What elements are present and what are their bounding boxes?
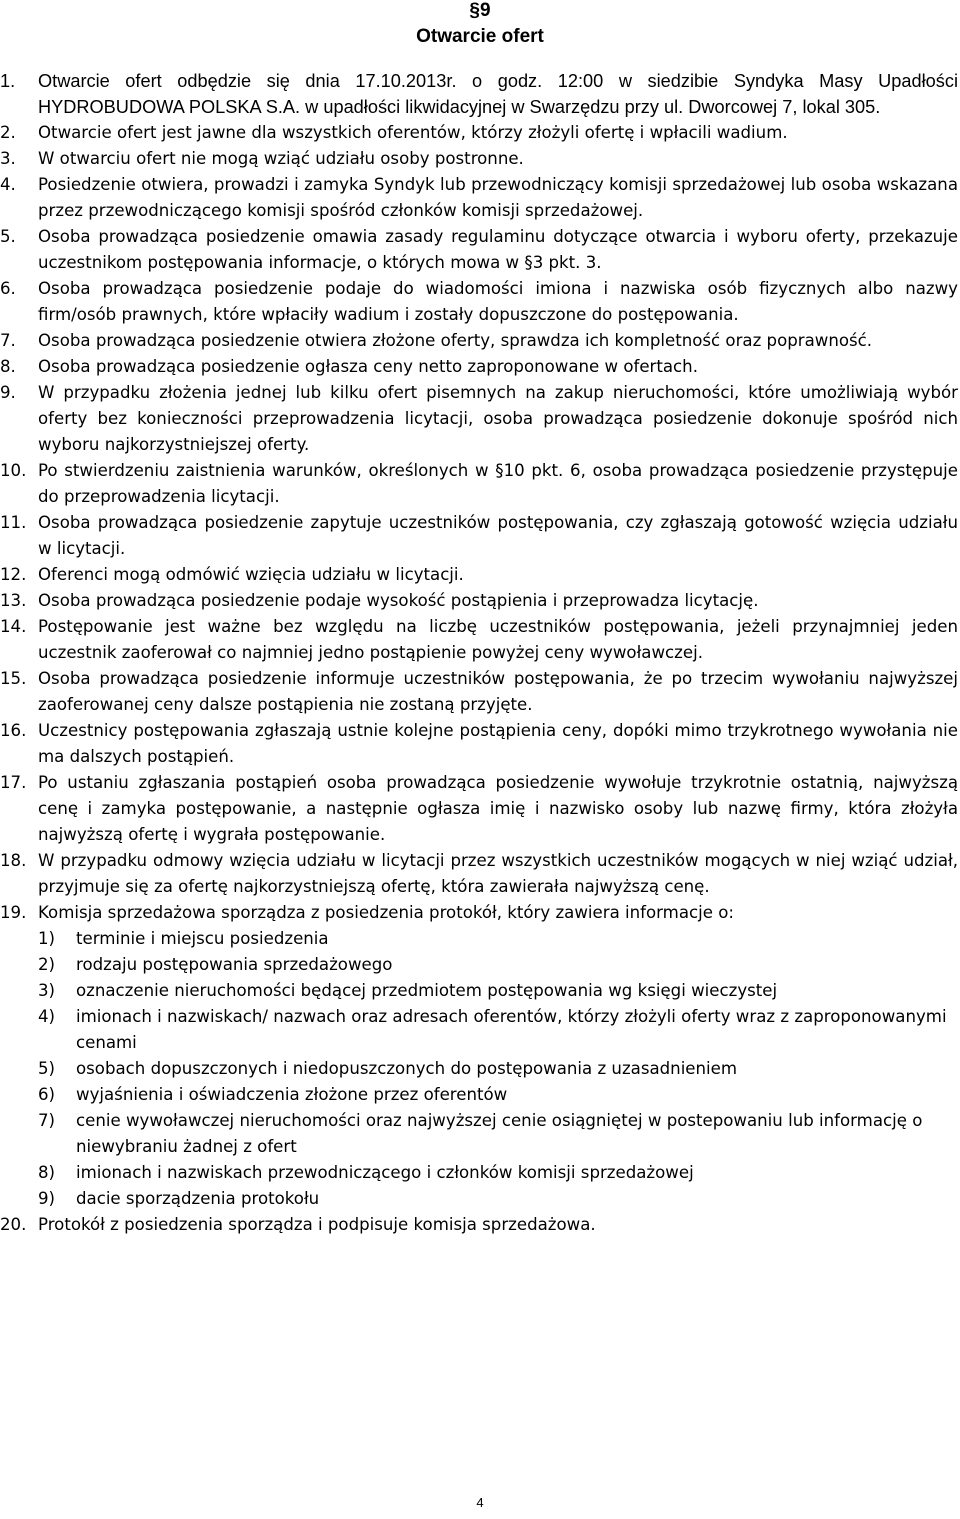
sub-list-item	[38, 1108, 958, 1160]
sub-list-item	[38, 978, 958, 1004]
list-item-number: 15.	[0, 669, 27, 688]
list-item-number: 9.	[0, 383, 16, 402]
sub-list	[38, 926, 958, 1212]
sub-list-item-number: 3)	[38, 981, 56, 1000]
page-number: 4	[476, 1495, 484, 1510]
list-item-text: Osoba prowadząca posiedzenie zapytuje uczestników postępowania, czy zgłaszają gotowość wzięcia udziału w licytacji.	[38, 513, 958, 558]
list-item-text: Osoba prowadząca posiedzenie omawia zasady regulaminu dotyczące otwarcia i wyboru oferty, przekazuje uczestnikom postępowania informacje, o których mowa w §3 pkt. 3.	[38, 227, 958, 272]
list-item	[0, 1212, 958, 1238]
sub-list-item-text: imionach i nazwiskach/ nazwach oraz adresach oferentów, którzy złożyli oferty wraz z zaproponowanymi cenami	[76, 1007, 947, 1052]
sub-list-item-number: 2)	[38, 955, 56, 974]
sub-list-item-text: imionach i nazwiskach przewodniczącego i członków komisji sprzedażowej	[76, 1163, 694, 1182]
list-item-text: Postępowanie jest ważne bez względu na liczbę uczestników postępowania, jeżeli przynajmniej jeden uczestnik zaoferował co najmniej jedno postąpienie powyżej ceny wywoławczej.	[38, 617, 958, 662]
sub-list-item-text: oznaczenie nieruchomości będącej przedmiotem postępowania wg księgi wieczystej	[76, 981, 778, 1000]
list-item	[0, 900, 958, 1212]
list-item-number: 10.	[0, 461, 27, 480]
numbered-list	[0, 68, 958, 1238]
list-item-number: 5.	[0, 227, 16, 246]
list-item	[0, 68, 958, 120]
list-item-text: Osoba prowadząca posiedzenie informuje uczestników postępowania, że po trzecim wywołaniu najwyższej zaoferowanej ceny dalsze postąpienia nie zostaną przyjęte.	[38, 669, 958, 714]
list-item	[0, 380, 958, 458]
list-item-text: Komisja sprzedażowa sporządza z posiedzenia protokół, który zawiera informacje o:	[38, 903, 734, 922]
list-item-text: Posiedzenie otwiera, prowadzi i zamyka Syndyk lub przewodniczący komisji sprzedażowej lub osoba wskazana przez przewodniczącego komisji spośród członków komisji sprzedażowej.	[38, 175, 958, 220]
sub-list-item	[38, 926, 958, 952]
list-item-text: Osoba prowadząca posiedzenie podaje do wiadomości imiona i nazwiska osób fizycznych albo nazwy firm/osób prawnych, które wpłaciły wadium i zostały dopuszczone do postępowania.	[38, 279, 958, 324]
list-item	[0, 458, 958, 510]
sub-list-item-number: 9)	[38, 1189, 56, 1208]
list-item-text: Po stwierdzeniu zaistnienia warunków, określonych w §10 pkt. 6, osoba prowadząca posiedzenie przystępuje do przeprowadzenia licytacji.	[38, 461, 958, 506]
list-item-number: 18.	[0, 851, 27, 870]
sub-list-item-text: dacie sporządzenia protokołu	[76, 1189, 320, 1208]
list-item	[0, 614, 958, 666]
sub-list-item-number: 1)	[38, 929, 56, 948]
list-item-text: W otwarciu ofert nie mogą wziąć udziału osoby postronne.	[38, 149, 524, 168]
list-item-number: 17.	[0, 773, 27, 792]
sub-list-item	[38, 1186, 958, 1212]
list-item-text: Oferenci mogą odmówić wzięcia udziału w licytacji.	[38, 565, 464, 584]
list-item	[0, 562, 958, 588]
list-item-number: 6.	[0, 279, 16, 298]
sub-list-item	[38, 952, 958, 978]
list-item-text: Po ustaniu zgłaszania postąpień osoba prowadząca posiedzenie wywołuje trzykrotnie ostatnią, najwyższą cenę i zamyka postępowanie, a następnie ogłasza imię i nazwisko osoby lub nazwę firmy, która złożyła najwyższą ofertę i wygrała postępowanie.	[38, 773, 958, 844]
list-item-text: Protokół z posiedzenia sporządza i podpisuje komisja sprzedażowa.	[38, 1215, 596, 1234]
list-item-text: Osoba prowadząca posiedzenie podaje wysokość postąpienia i przeprowadza licytację.	[38, 591, 759, 610]
sub-list-item-text: wyjaśnienia i oświadczenia złożone przez oferentów	[76, 1085, 508, 1104]
sub-list-item-text: cenie wywoławczej nieruchomości oraz najwyższej cenie osiągniętej w postepowaniu lub informację o niewybraniu żadnej z ofert	[76, 1111, 923, 1156]
list-item	[0, 770, 958, 848]
list-item	[0, 276, 958, 328]
list-item-number: 3.	[0, 149, 16, 168]
sub-list-item-text: terminie i miejscu posiedzenia	[76, 929, 329, 948]
sub-list-item	[38, 1082, 958, 1108]
list-item	[0, 588, 958, 614]
sub-list-item	[38, 1160, 958, 1186]
list-item-number: 7.	[0, 331, 16, 350]
list-item-number: 4.	[0, 175, 16, 194]
sub-list-item-number: 5)	[38, 1059, 56, 1078]
list-item	[0, 224, 958, 276]
list-item-text: Otwarcie ofert odbędzie się dnia 17.10.2013r. o godz. 12:00 w siedzibie Syndyka Masy Upadłości HYDROBUDOWA POLSKA S.A. w upadłości likwidacyjnej w Swarzędzu przy ul. Dworcowej 7, lokal 305.	[38, 71, 958, 117]
sub-list-item	[38, 1056, 958, 1082]
list-item	[0, 146, 958, 172]
sub-list-item-text: osobach dopuszczonych i niedopuszczonych do postępowania z uzasadnieniem	[76, 1059, 738, 1078]
list-item-number: 14.	[0, 617, 27, 636]
list-item-number: 12.	[0, 565, 27, 584]
list-item	[0, 510, 958, 562]
list-item	[0, 328, 958, 354]
list-item-text: Otwarcie ofert jest jawne dla wszystkich oferentów, którzy złożyli ofertę i wpłacili wadium.	[38, 123, 788, 142]
list-item-number: 11.	[0, 513, 27, 532]
list-item	[0, 172, 958, 224]
sub-list-item-number: 4)	[38, 1007, 56, 1026]
list-item	[0, 120, 958, 146]
list-item-text: Osoba prowadząca posiedzenie otwiera złożone oferty, sprawdza ich kompletność oraz poprawność.	[38, 331, 873, 350]
sub-list-item-number: 6)	[38, 1085, 56, 1104]
list-item	[0, 666, 958, 718]
list-item-text: W przypadku odmowy wzięcia udziału w licytacji przez wszystkich uczestników mogących w niej wziąć udział, przyjmuje się za ofertę najkorzystniejszą ofertę, która zawierała najwyższą cenę.	[38, 851, 958, 896]
list-item-number: 16.	[0, 721, 27, 740]
list-item-number: 8.	[0, 357, 16, 376]
sub-list-item-text: rodzaju postępowania sprzedażowego	[76, 955, 393, 974]
sub-list-item	[38, 1004, 958, 1056]
list-item	[0, 848, 958, 900]
list-item-text: W przypadku złożenia jednej lub kilku ofert pisemnych na zakup nieruchomości, które umożliwiają wybór oferty bez konieczności przeprowadzenia licytacji, osoba prowadząca posiedzenie dokonuje spośród nich wyboru najkorzystniejszej oferty.	[38, 383, 958, 454]
section-title: Otwarcie ofert	[416, 26, 544, 47]
list-item-number: 20.	[0, 1215, 27, 1234]
sub-list-item-number: 8)	[38, 1163, 56, 1182]
list-item-number: 13.	[0, 591, 27, 610]
sub-list-item-number: 7)	[38, 1111, 56, 1130]
list-item	[0, 354, 958, 380]
list-item-text: Uczestnicy postępowania zgłaszają ustnie kolejne postąpienia ceny, dopóki mimo trzykrotnego wywołania nie ma dalszych postąpień.	[38, 721, 958, 766]
list-item-text: Osoba prowadząca posiedzenie ogłasza ceny netto zaproponowane w ofertach.	[38, 357, 698, 376]
list-item-number: 19.	[0, 903, 27, 922]
list-item-number: 1.	[0, 71, 16, 91]
list-item	[0, 718, 958, 770]
list-item-number: 2.	[0, 123, 16, 142]
section-number: §9	[469, 0, 491, 21]
